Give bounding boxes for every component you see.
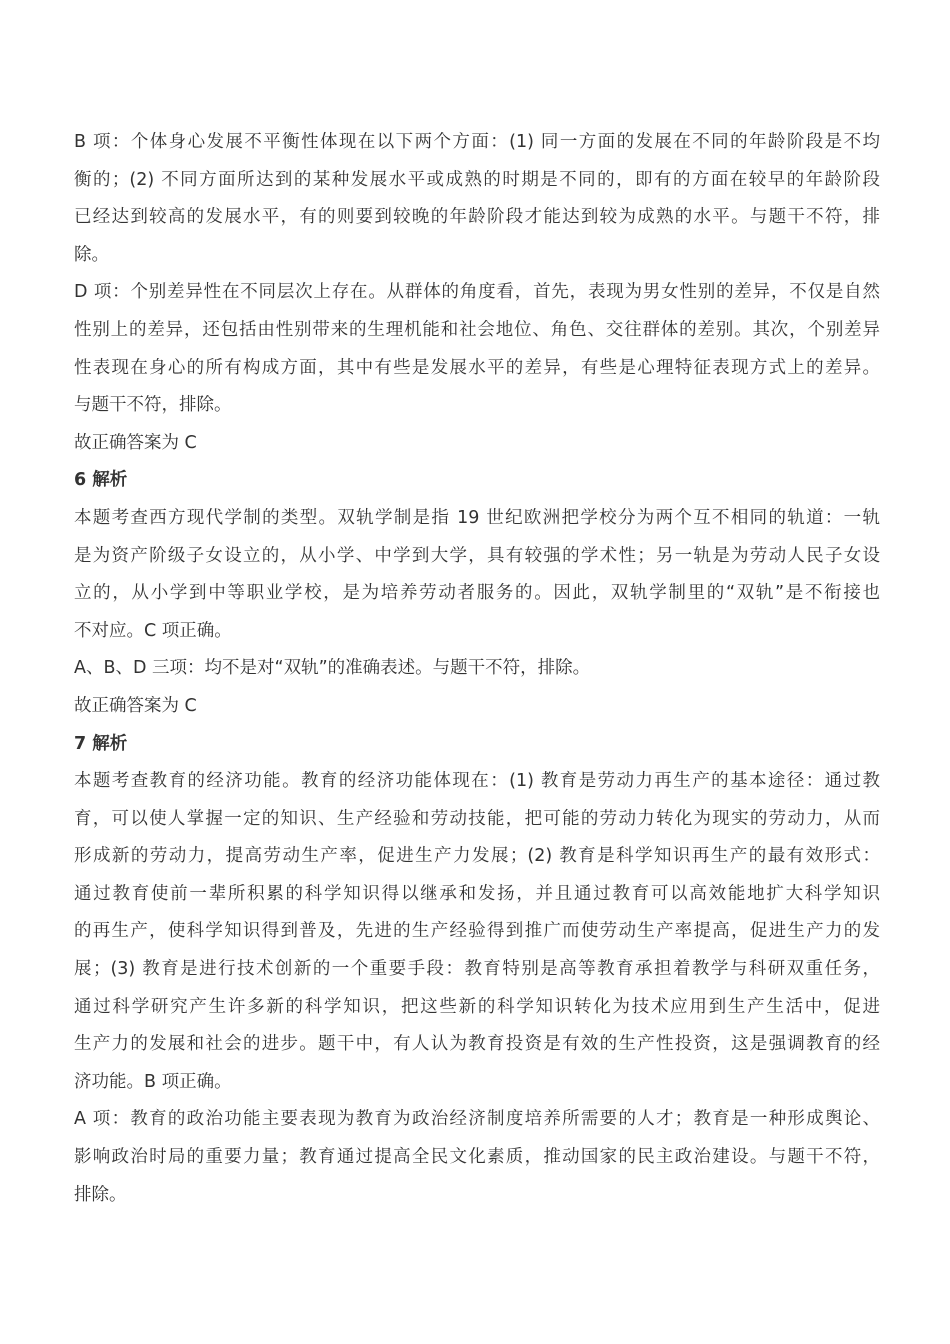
text-line: 生产力的发展和社会的进步。题干中，有人认为教育投资是有效的生产性投资，这是强调教育的经 [74, 1034, 880, 1055]
text-line: 已经达到较高的发展水平，有的则要到较晚的年龄阶段才能达到较为成熟的水平。与题干不符，排 [74, 207, 880, 228]
text-line: B 项：个体身心发展不平衡性体现在以下两个方面：(1) 同一方面的发展在不同的年龄阶段是不均 [74, 132, 880, 152]
text-line: 立的，从小学到中等职业学校，是为培养劳动者服务的。因此，双轨学制里的“双轨”是不衔接也 [74, 583, 880, 604]
text-line: 的再生产，使科学知识得到普及，先进的生产经验得到推广而使劳动生产率提高，促进生产力的发 [74, 921, 880, 942]
text-line: 本题考查教育的经济功能。教育的经济功能体现在：(1) 教育是劳动力再生产的基本途径：通过教 [74, 771, 880, 792]
paragraph [74, 763, 880, 1101]
paragraph [74, 124, 880, 274]
text-line: 除。 [74, 244, 109, 265]
text-line: 衡的；(2) 不同方面所达到的某种发展水平或成熟的时期是不同的，即有的方面在较早的年龄阶段 [74, 169, 880, 190]
section-heading [74, 726, 880, 764]
text-line: 故正确答案为 C [74, 432, 197, 453]
text-line: 影响政治时局的重要力量；教育通过提高全民文化素质，推动国家的民主政治建设。与题干不符， [74, 1147, 880, 1168]
paragraph [74, 650, 880, 688]
text-line: 通过教育使前一辈所积累的科学知识得以继承和发扬，并且通过教育可以高效能地扩大科学知识 [74, 883, 880, 904]
document-page [74, 124, 880, 1214]
paragraph [74, 274, 880, 424]
text-line: D 项：个别差异性在不同层次上存在。从群体的角度看，首先，表现为男女性别的差异，不仅是自然 [74, 282, 880, 303]
text-line: 与题干不符，排除。 [74, 395, 232, 416]
text-line: 济功能。B 项正确。 [74, 1071, 232, 1092]
heading-text: 6 解析 [74, 470, 128, 491]
text-line: 性表现在身心的所有构成方面，其中有些是发展水平的差异，有些是心理特征表现方式上的差异。 [74, 357, 880, 378]
text-line: 故正确答案为 C [74, 695, 197, 716]
text-line: 育，可以使人掌握一定的知识、生产经验和劳动技能，把可能的劳动力转化为现实的劳动力，从而 [74, 808, 880, 829]
text-line: 本题考查西方现代学制的类型。双轨学制是指 19 世纪欧洲把学校分为两个互不相同的轨道：一轨 [74, 507, 880, 528]
text-line: A、B、D 三项：均不是对“双轨”的准确表述。与题干不符，排除。 [74, 658, 591, 679]
text-line: 不对应。C 项正确。 [74, 620, 232, 641]
text-line: 排除。 [74, 1184, 127, 1205]
text-line: 是为资产阶级子女设立的，从小学、中学到大学，具有较强的学术性；另一轨是为劳动人民子女设 [74, 545, 880, 566]
text-line: A 项：教育的政治功能主要表现为教育为政治经济制度培养所需要的人才；教育是一种形成舆论、 [74, 1109, 880, 1130]
section-heading [74, 462, 880, 500]
text-line: 形成新的劳动力，提高劳动生产率，促进生产力发展；(2) 教育是科学知识再生产的最有效形式： [74, 846, 880, 867]
text-line: 性别上的差异，还包括由性别带来的生理机能和社会地位、角色、交往群体的差别。其次，个别差异 [74, 319, 880, 340]
paragraph [74, 688, 880, 726]
heading-text: 7 解析 [74, 733, 128, 754]
paragraph [74, 425, 880, 463]
paragraph [74, 1101, 880, 1214]
text-line: 展；(3) 教育是进行技术创新的一个重要手段：教育特别是高等教育承担着教学与科研双重任务， [74, 959, 880, 980]
text-line: 通过科学研究产生许多新的科学知识，把这些新的科学知识转化为技术应用到生产生活中，促进 [74, 996, 880, 1017]
paragraph [74, 500, 880, 650]
